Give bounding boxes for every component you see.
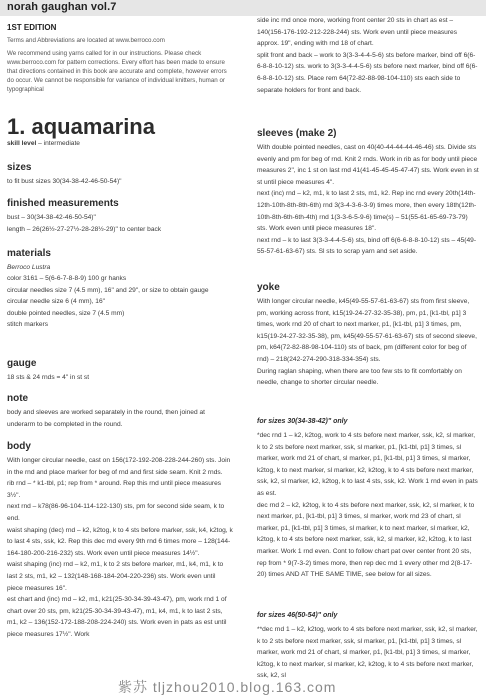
materials-text: color 3161 – 5(6-6-7-8-8-9) 100 gr hanks circular needles size 7 (4.5 mm), 16" and 29", or size to obtain gauge circular needle size 6 (4 mm), 16" double pointed needles, size 7 (4.5 mm) stitch markers [7, 275, 209, 329]
body-heading: body [7, 441, 31, 452]
sizes-b-text: **dec rnd 1 – k2, k2tog, work to 4 sts before next marker, ssk, k2, sl marker, k to 2 sts before next marker, ssk, sl marker, p1, [k1-tbl, p1] 3 times, sl marker, work rnd 21 of chart, sl marker, p1, [k1-tbl, p1] 3 times, sl marker, k2tog, k to next marker, sl marker, k2, k2tog, k to 4 sts before next marker, ssk, k2, sl [257, 626, 480, 680]
sizes-a-text: *dec rnd 1 – k2, k2tog, work to 4 sts before next marker, ssk, k2, sl marker, k to 2 sts before next marker, ssk, sl marker, p1, [k1-tbl, p1] 3 times, sl marker, work rnd 21 of chart, sl marker, p1, [k1-tbl, p1] 3 times, sl marker, k2tog, k to next marker, sl marker, k2, k2tog, k to 4 sts before next marker, ssk, k2, sl marker, k2, k2tog, k to last 4 sts, ssk, k2. Work 1 rnd even in pats as est. dec rnd 2 – k2, k2tog, k to 4 sts before next marker, ssk, k2, sl marker, k to next marker, p1, [k1-tbl, p1] 3 times, sl marker, work rnd 23 of chart, sl marker, p1, [k1-tbl, p1] 3 times, sl marker, k to next marker, sl marker, k2, k2tog, k to 4 sts before next marker, ssk, k2, sl marker, k2, k2tog, k to last marker. Work 1 rnd even. Cont to follow chart pat over center front 20 sts, rep from * 9(7-3-2) times more, then rep dec rnd 1 every other rnd 2(8-17-20) times AND AT THE SAME TIME, see below for all sizes. [257, 432, 478, 579]
finished-text: bust – 30(34-38-42-46-50-54)" length – 26(26½-27-27½-28-28½-29)" to center back [7, 214, 162, 233]
materials-yarn [7, 262, 232, 274]
yoke-heading: yoke [257, 282, 280, 293]
brand-title: norah gaughan vol.7 [7, 1, 117, 13]
gauge-heading: gauge [7, 358, 37, 369]
sleeves-text: With double pointed needles, cast on 40(40-44-44-44-46-46) sts. Divide sts evenly and pm for beg of rnd. Knit 2 rnds. Work in rib as for body until piece measures 2", inc 1 st on last rnd 41(41-45-45-45-47-47) sts. Work even in st st until piece measures 4". next (inc) rnd – k2, m1, k to last 2 sts, m1, k2. Rep inc rnd every 20th(14th-12th-10th-8th-8th-6th) rnd 3(3-4-3-6-3-9) times more, then every 18th(12th-10th-8th-6th-6th-4th) rnd 1(3-3-6-5-9-6) time(s) – 51(55-61-65-69-73-79) sts. Work even until piece measures 18". next rnd – k to last 3(3-3-4-4-5-6) sts, bind off 6(6-6-8-8-10-12) sts – 45(49-55-57-61-63-67) sts. Sl sts to scrap yarn and set aside. [257, 144, 479, 256]
yarn-name: Berroco Lustra [7, 264, 51, 271]
skill-label: skill level [7, 140, 37, 147]
sleeves-heading: sleeves (make 2) [257, 128, 337, 139]
finished-heading: finished measurements [7, 198, 119, 209]
materials-heading: materials [7, 248, 51, 259]
note-text: body and sleeves are worked separately in the round, then joined at underarm to be completed in the round. [7, 409, 207, 428]
sizes-a-heading: for sizes 30(34-38-42)" only [257, 418, 348, 425]
body-text: With longer circular needle, cast on 156(172-192-208-228-244-260) sts. Join in the rnd and place marker for beg of rnd and first side seam. Knit 2 rnds. rib rnd – * k1-tbl, p1; rep from * around. Rep this rnd until piece measures 3½". next rnd – k78(86-96-104-114-122-130) sts, pm for second side seam, k to end. waist shaping (dec) rnd – k2, k2tog, k to 4 sts before marker, ssk, k4, k2tog, k to last 4 sts, ssk, k2. Rep this dec rnd every 9th rnd 6 times more – 128(144-164-180-200-216-232) sts. Work even until piece measures 14½". waist shaping (inc) rnd – k2, m1, k to 2 sts before marker, m1, k4, m1, k to last 2 sts, m1, k2 – 132(148-168-184-204-220-236) sts. Work even until piece measures 16". est chart and (inc) rnd – k2, m1, k21(25-30-34-39-43-47), pm, work rnd 1 of chart over 20 sts, pm, k21(25-30-34-39-43-47), m1, k4, m1, k to last 2 sts, m1, k2 – 136(152-172-188-208-224-240) sts. Work even in pats as est until piece measures 17½". Work [7, 457, 233, 638]
sizes-heading: sizes [7, 162, 32, 173]
terms-note: Terms and Abbreviations are located at www.berroco.com [7, 37, 165, 44]
disclaimer: We recommend using yarns called for in our instructions. Please check www.berroco.com for pattern corrections. Every effort has been made to ensure that directions contained in this book are accurate and complete, however errors do occur. We cannot be responsible for variance of individual knitters, human or typographical [7, 50, 227, 93]
pattern-title [7, 114, 155, 140]
sizes-text: to fit bust sizes 30(34-38-42-46-50-54)" [7, 178, 122, 185]
pattern-name: aquamarina [31, 114, 155, 139]
yoke-text: With longer circular needle, k45(49-55-57-61-63-67) sts from first sleeve, pm, working across front, k15(19-24-27-32-35-38), pm, p1, [k1-tbl, p1] 3 times, work rnd 20 of chart to next marker, p1, [k1-tbl, p1] 3 times, pm, k15(19-24-27-32-35-38), pm, k45(49-55-57-61-63-67) sts of second sleeve, pm, k64(72-82-88-98-104-110) sts of back, pm (different color for beg of rnd) – 218(242-274-290-318-334-354) sts. During raglan shaping, when there are too few sts to fit comfortably on needle, change to shorter circular needle. [257, 298, 477, 387]
skill-value: – intermediate [36, 140, 80, 147]
note-heading: note [7, 393, 29, 404]
edition-label: 1ST EDITION [7, 23, 57, 32]
pattern-number: 1. [7, 114, 26, 139]
watermark: 紫苏 tljzhou2010.blog.163.com [118, 679, 337, 695]
skill-level [7, 138, 80, 150]
body-continued: side inc rnd once more, working front center 20 sts in chart as est – 140(156-176-192-212-228-244) sts. Work even until piece measures approx. 19", ending with rnd 18 of chart. split front and back – work to 3(3-3-4-4-5-6) sts before marker, bind off 6(6-6-8-8-10-12) sts. work to 3(3-3-4-4-5-6) sts before next marker, bind off 6(6-6-8-8-10-12) sts. Place rem 64(72-82-88-98-104-110) sts each side to separate holders for front and back. [257, 17, 478, 94]
gauge-text: 18 sts & 24 rnds = 4" in st st [7, 374, 90, 381]
sizes-b-heading: for sizes 46(50-54)" only [257, 612, 338, 619]
